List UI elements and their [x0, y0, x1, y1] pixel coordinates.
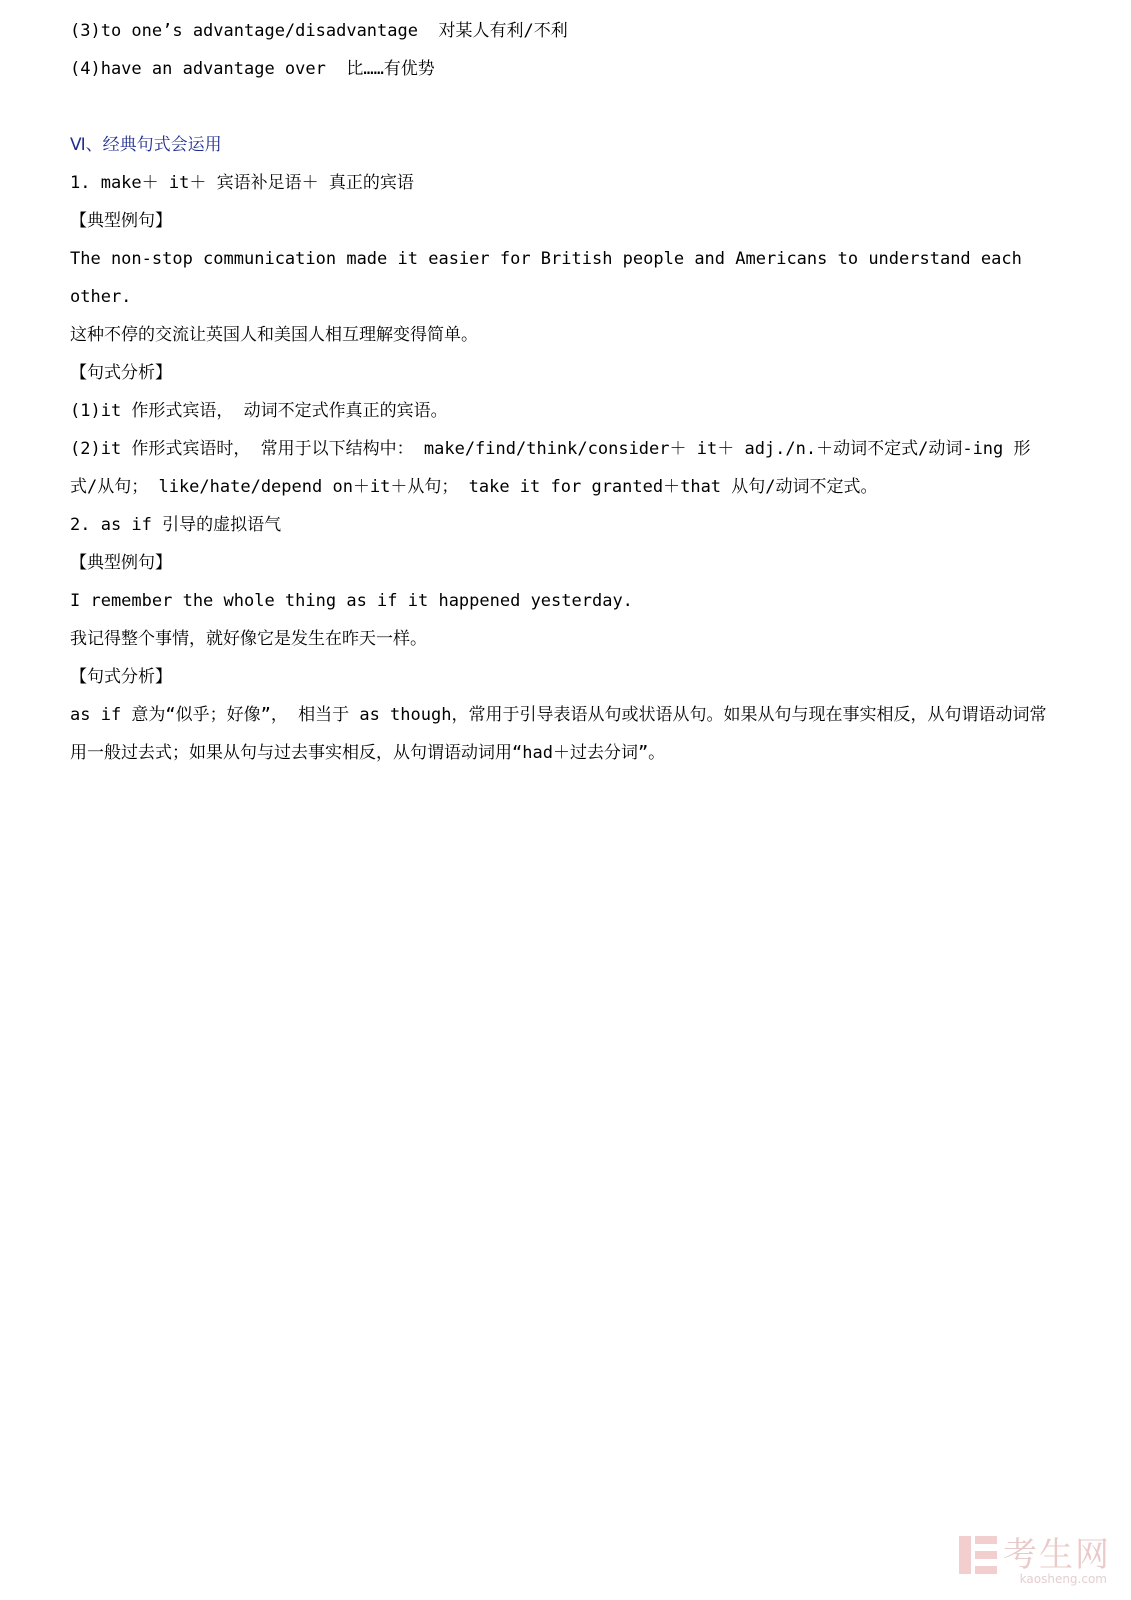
section-title: Ⅵ、经典句式会运用: [70, 135, 222, 155]
pattern-heading: 1. make＋ it＋ 宾语补足语＋ 真正的宾语: [70, 173, 414, 193]
example-sentence-en: The non-stop communication made it easier for British people and Americans to understand each other.: [70, 249, 1022, 307]
pattern-heading: 2. as if 引导的虚拟语气: [70, 515, 282, 535]
example-label: 【典型例句】: [70, 211, 172, 231]
example-sentence-zh: 我记得整个事情，就好像它是发生在昨天一样。: [70, 629, 427, 649]
analysis-point: as if 意为“似乎；好像”， 相当于 as though，常用于引导表语从句或状语从句。如果从句与现在事实相反，从句谓语动词常用一般过去式；如果从句与过去事实相反，从句谓语动词用“had＋过去分词”。: [70, 705, 1047, 763]
spacer: [70, 88, 1050, 126]
analysis-label: 【句式分析】: [70, 363, 172, 383]
watermark: [959, 1536, 1111, 1586]
list-item: (4)have an advantage over 比……有优势: [70, 59, 435, 79]
example-sentence-en: I remember the whole thing as if it happened yesterday.: [70, 591, 633, 611]
analysis-point: (1)it 作形式宾语， 动词不定式作真正的宾语。: [70, 401, 448, 421]
example-label: 【典型例句】: [70, 553, 172, 573]
list-item: (3)to one’s advantage/disadvantage 对某人有利/不利: [70, 21, 568, 41]
analysis-label: 【句式分析】: [70, 667, 172, 687]
watermark-domain: kaosheng.com: [1019, 1572, 1107, 1586]
analysis-point: (2)it 作形式宾语时， 常用于以下结构中： make/find/think/consider＋ it＋ adj./n.＋动词不定式/动词-ing 形式/从句； like/hate/depend on＋it＋从句； take it for granted＋that 从句/动词不定式。: [70, 439, 1031, 497]
watermark-brand: 考生网: [1003, 1535, 1111, 1575]
document-body: [70, 12, 1050, 772]
kaosheng-logo-icon: [959, 1536, 997, 1574]
example-sentence-zh: 这种不停的交流让英国人和美国人相互理解变得简单。: [70, 325, 478, 345]
